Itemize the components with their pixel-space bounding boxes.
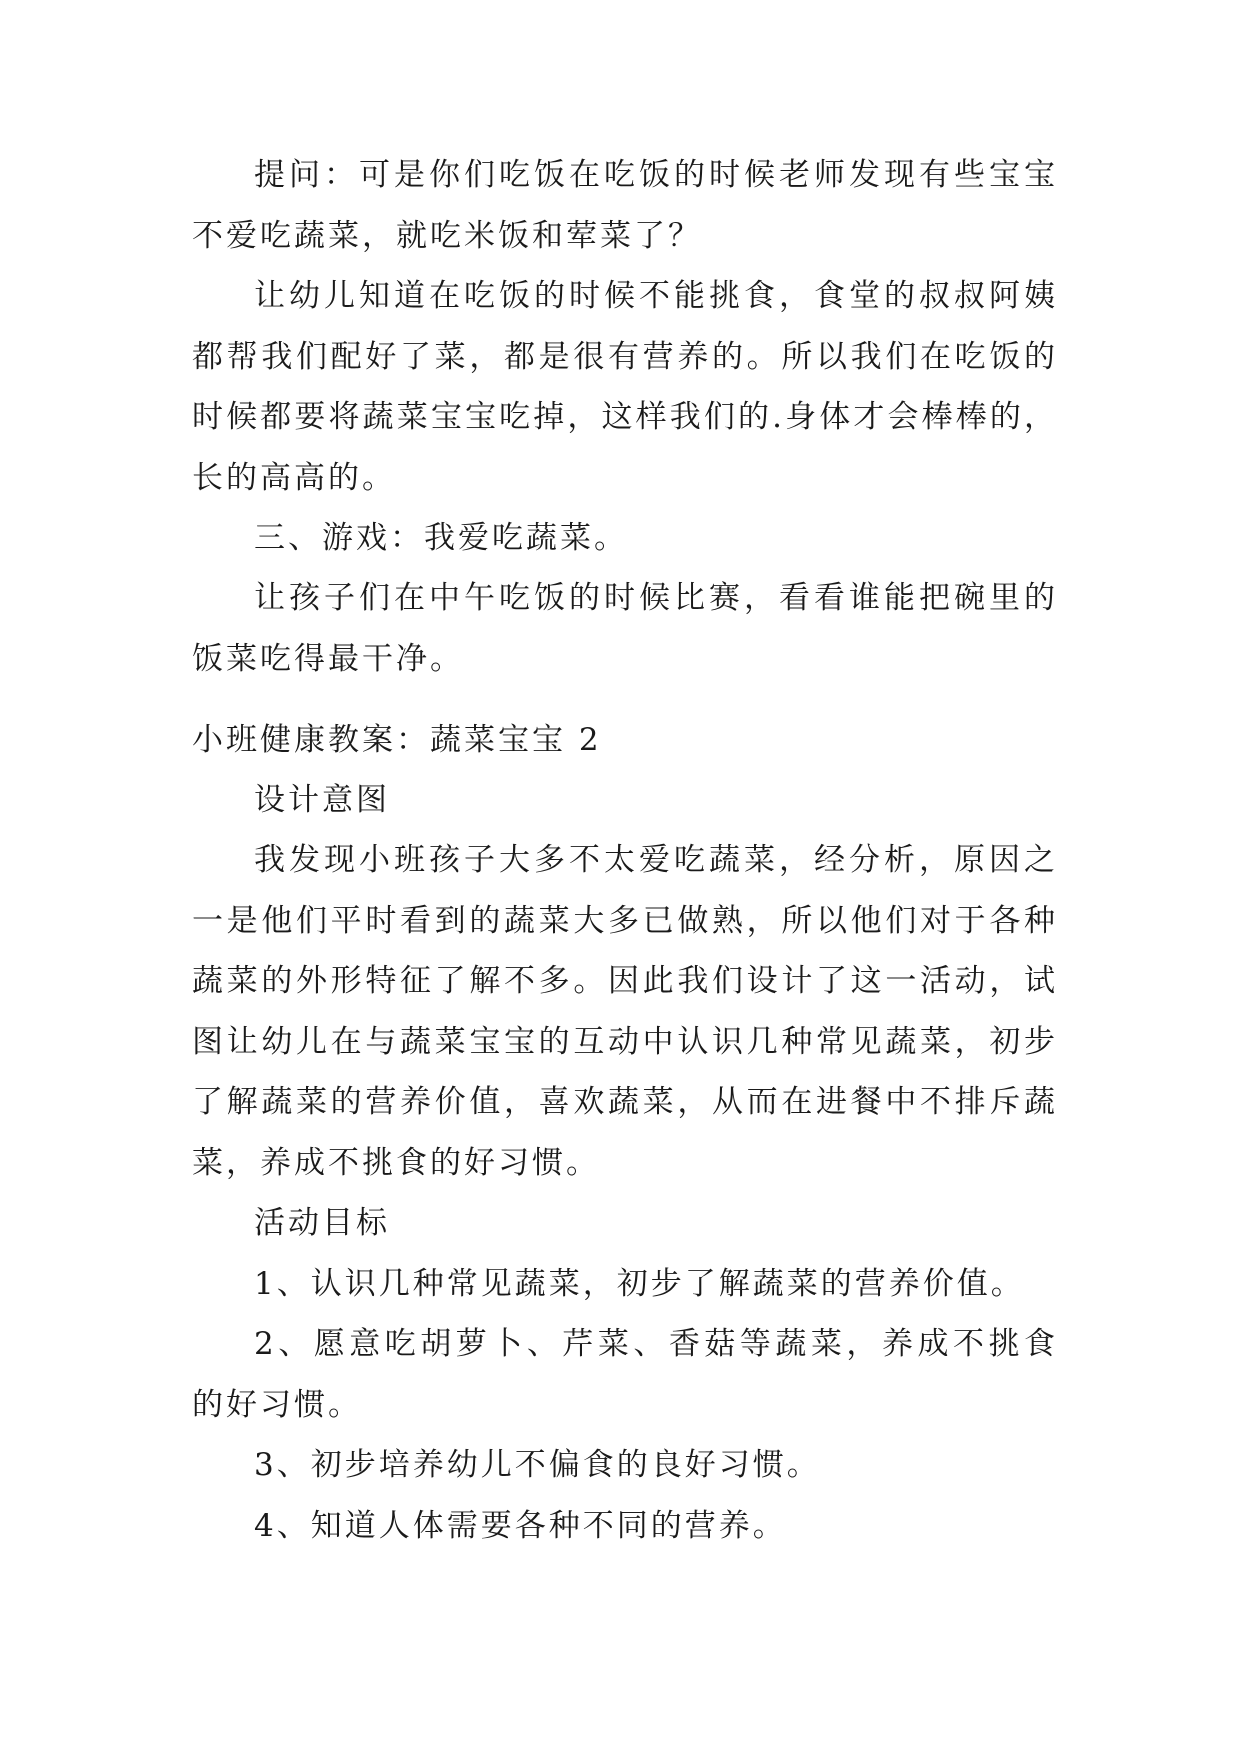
paragraph-game-heading: 三、游戏：我爱吃蔬菜。 (254, 520, 628, 556)
goal-item-1: 1、认识几种常见蔬菜，初步了解蔬菜的营养价值。 (254, 1266, 1025, 1302)
design-text: 我发现小班孩子大多不太爱吃蔬菜，经分析，原因之一是他们平时看到的蔬菜大多已做熟，所以他们对于各种蔬菜的外形特征了解不多。因此我们设计了这一活动，试图让幼儿在与蔬菜宝宝的互动中认识几种常见蔬菜，初步了解蔬菜的营养价值，喜欢蔬菜，从而在进餐中不排斥蔬菜，养成不挑食的好习惯。 (192, 842, 1058, 1181)
paragraph-no-picky-eating: 让幼儿知道在吃饭的时候不能挑食，食堂的叔叔阿姨都帮我们配好了菜，都是很有营养的。所以我们在吃饭的时候都要将蔬菜宝宝吃掉，这样我们的.身体才会棒棒的，长的高高的。 (192, 278, 1058, 496)
goal-item-2: 2、愿意吃胡萝卜、芹菜、香菇等蔬菜，养成不挑食的好习惯。 (192, 1326, 1058, 1423)
design-heading: 设计意图 (254, 782, 390, 818)
goals-heading: 活动目标 (254, 1205, 390, 1241)
goal-item-3: 3、初步培养幼儿不偏食的良好习惯。 (254, 1447, 821, 1483)
goal-item-4: 4、知道人体需要各种不同的营养。 (254, 1508, 787, 1544)
section-title: 小班健康教案：蔬菜宝宝 2 (192, 722, 602, 758)
paragraph-game-text: 让孩子们在中午吃饭的时候比赛，看看谁能把碗里的饭菜吃得最干净。 (192, 580, 1058, 677)
paragraph-question: 提问：可是你们吃饭在吃饭的时候老师发现有些宝宝不爱吃蔬菜，就吃米饭和荤菜了？ (192, 157, 1058, 254)
